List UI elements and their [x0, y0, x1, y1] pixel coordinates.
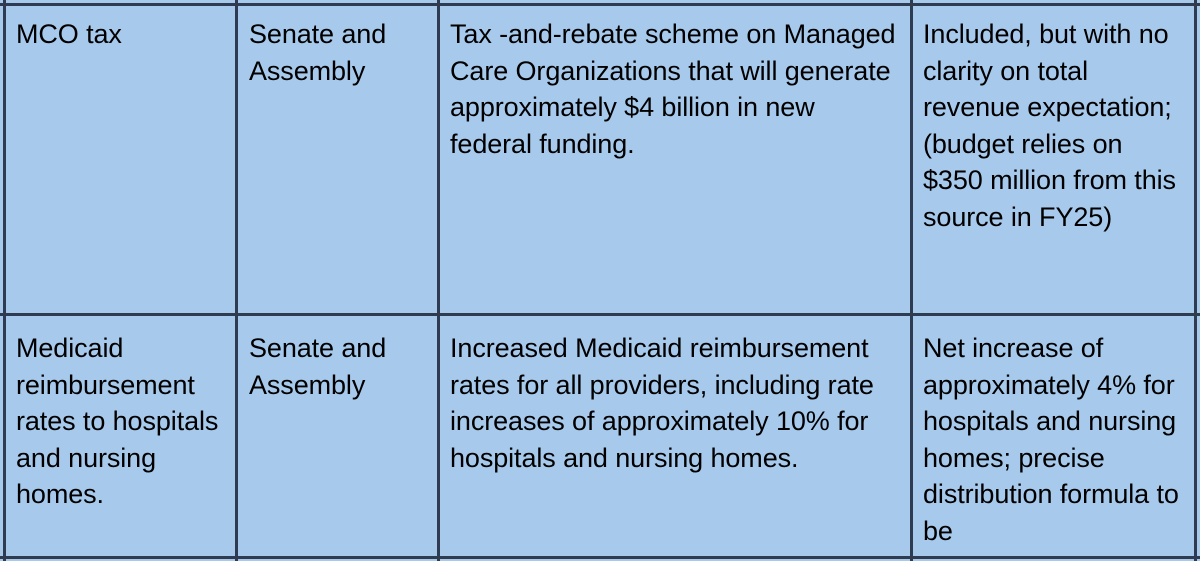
table-cell-source: Senate and Assembly [249, 19, 387, 86]
table-border-bottom [0, 556, 1200, 559]
table-cell-outcome: Net increase of approximately 4% for hospitals and nursing homes; precise distribution formula to be [923, 333, 1179, 546]
table-border-right [1194, 0, 1197, 561]
table-cell-item: Medicaid reimbursement rates to hospitals and nursing homes. [16, 333, 219, 509]
table-cell-source: Senate and Assembly [249, 333, 387, 400]
column-divider-3 [910, 0, 913, 561]
column-divider-2 [437, 0, 440, 561]
table-border-top [0, 3, 1200, 6]
table-cell-item: MCO tax [16, 19, 122, 49]
table-cell-outcome: Included, but with no clarity on total revenue expectation; (budget relies on $350 million from this source in FY25) [923, 19, 1176, 232]
table-cell-description: Tax -and-rebate scheme on Managed Care Organizations that will generate approximately $4 billion in new federal funding. [450, 19, 896, 159]
table-border-left [3, 0, 6, 561]
table-cell-description: Increased Medicaid reimbursement rates for all providers, including rate increases of approximately 10% for hospitals and nursing homes. [450, 333, 874, 473]
column-divider-1 [235, 0, 238, 561]
row-divider-1 [0, 313, 1200, 316]
